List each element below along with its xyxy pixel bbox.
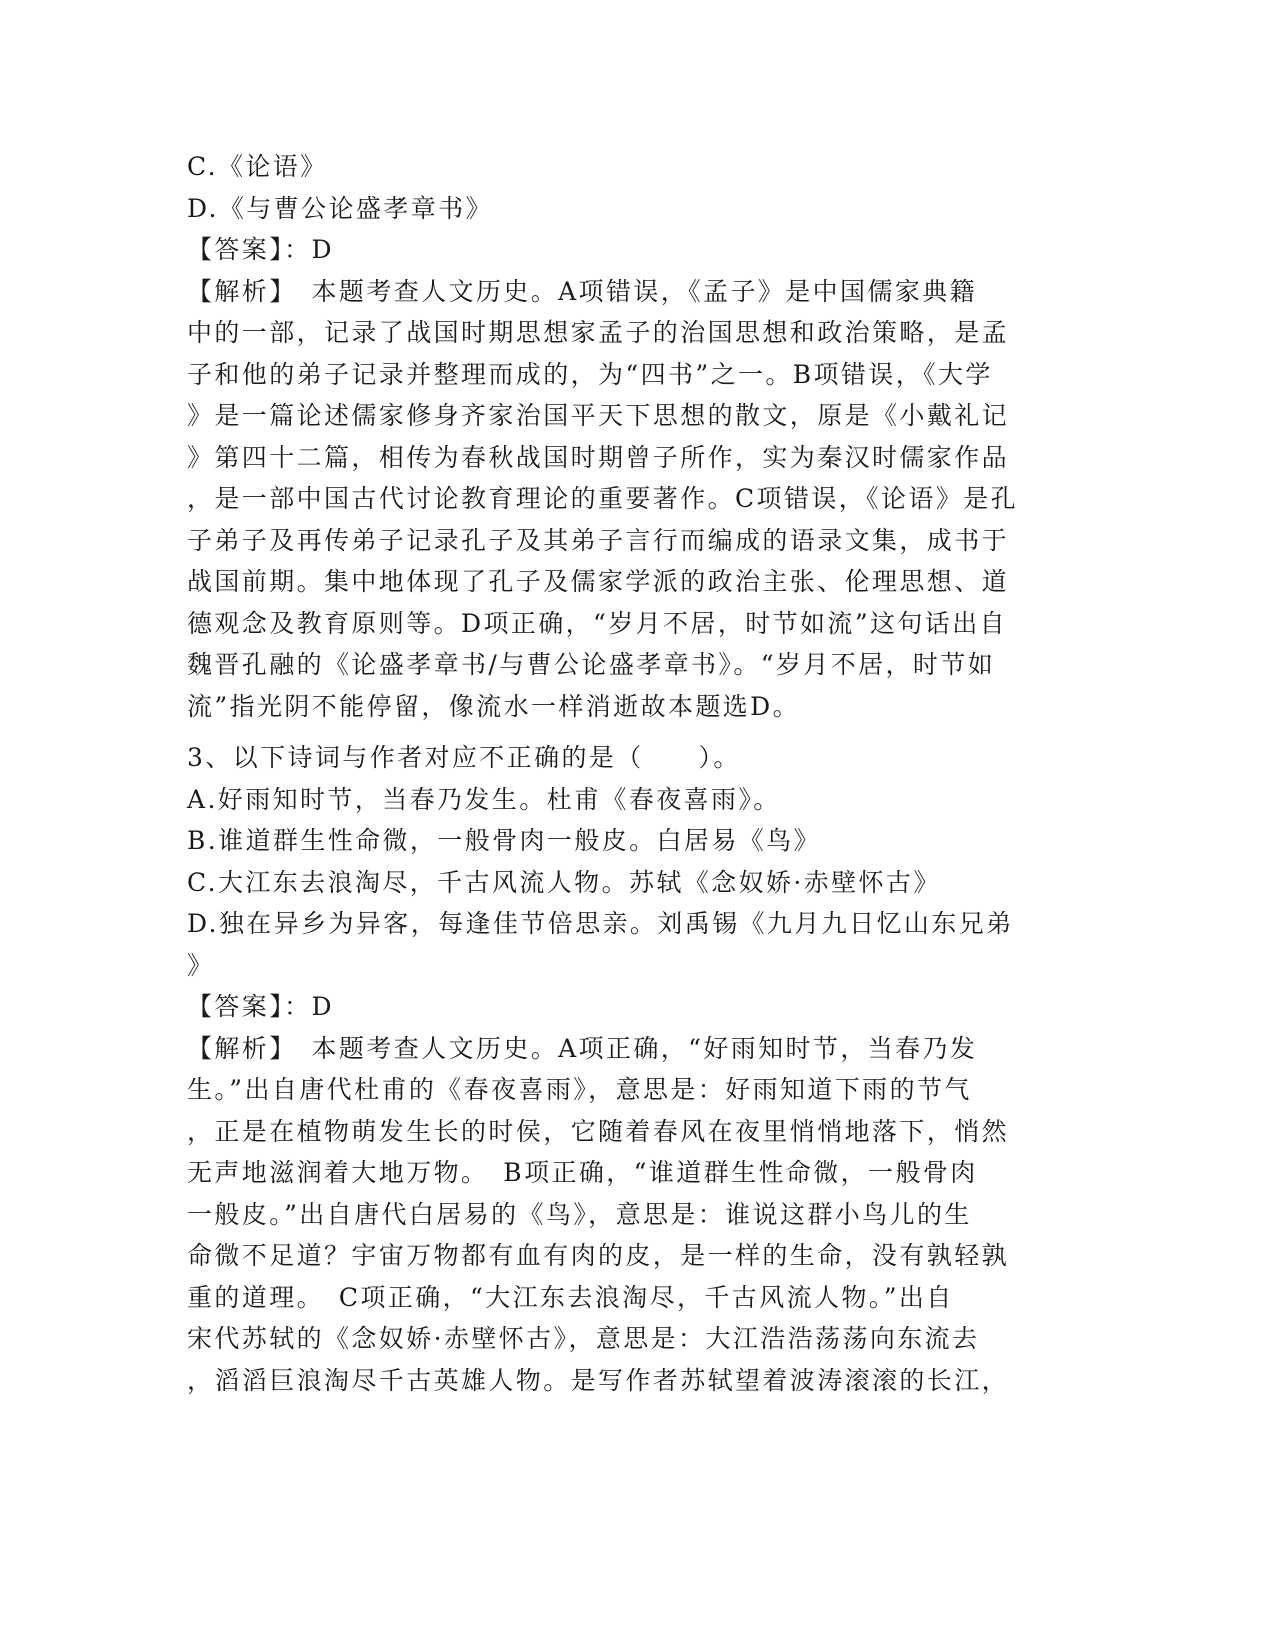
q3-explanation-line: 一般皮。”出自唐代白居易的《鸟》，意思是：谁说这群小鸟儿的生 — [187, 1199, 972, 1229]
q3-explanation-line: ，滔滔巨浪淘尽千古英雄人物。是写作者苏轼望着波涛滚滚的长江， — [187, 1365, 1010, 1395]
q3-option-d: D.独在异乡为异客，每逢佳节倍思亲。刘禹锡《九月九日忆山东兄弟 — [187, 909, 1014, 938]
q3-explanation-line: 无声地滋润着大地万物。 B项正确，“谁道群生性命微，一般骨肉 — [187, 1158, 978, 1187]
q3-option-c: C.大江东去浪淘尽，千古风流人物。苏轼《念奴娇·赤壁怀古》 — [187, 867, 941, 897]
q3-explanation-line: 【解析】 本题考查人文历史。A项正确，“好雨知时节，当春乃发 — [187, 1033, 978, 1063]
q3-answer: 【答案】：D — [187, 992, 334, 1021]
q3-explanation-line: 命微不足道？宇宙万物都有血有肉的皮，是一样的生命，没有孰轻孰 — [187, 1241, 1010, 1270]
document-body — [187, 146, 1067, 1401]
q3-explanation-line: 宋代苏轼的《念奴娇·赤壁怀古》，意思是：大江浩浩荡荡向东流去 — [187, 1324, 980, 1353]
q2-explanation-line: ，是一部中国古代讨论教育理论的重要著作。C项错误，《论语》是孔 — [187, 484, 1019, 513]
q2-option-c: C.《论语》 — [187, 152, 328, 181]
q3-option-a: A.好雨知时节，当春乃发生。杜甫《春夜喜雨》。 — [187, 784, 781, 814]
q2-explanation-line: 子弟子及再传弟子记录孔子及其弟子言行而编成的语录文集，成书于 — [187, 525, 1010, 555]
q3-option-d-continuation: 》 — [187, 950, 215, 980]
q2-explanation-line: 魏晋孔融的《论盛孝章书/与曹公论盛孝章书》。“岁月不居，时节如 — [187, 650, 996, 679]
q2-explanation-line: 中的一部，记录了战国时期思想家孟子的治国思想和政治策略，是孟 — [187, 318, 1010, 347]
q2-option-d: D.《与曹公论盛孝章书》 — [187, 193, 493, 223]
q3-explanation-line: 重的道理。 C项正确，“大江东去浪淘尽，千古风流人物。”出自 — [187, 1282, 954, 1312]
q2-explanation-line: 子和他的弟子记录并整理而成的，为“四书”之一。B项错误，《大学 — [187, 359, 993, 389]
q3-option-b: B.谁道群生性命微，一般骨肉一般皮。白居易《鸟》 — [187, 826, 821, 855]
q3-question: 3、以下诗词与作者对应不正确的是（ ）。 — [187, 743, 741, 772]
question-spacer — [187, 727, 1067, 737]
q2-explanation-line: 》是一篇论述儒家修身齐家治国平天下思想的散文，原是《小戴礼记 — [187, 401, 1010, 430]
q2-explanation-line: 【解析】 本题考查人文历史。A项错误，《孟子》是中国儒家典籍 — [187, 276, 978, 306]
q2-answer: 【答案】：D — [187, 235, 334, 264]
q2-explanation-line: 》第四十二篇，相传为春秋战国时期曾子所作，实为秦汉时儒家作品 — [187, 442, 1010, 472]
q3-explanation-line: 生。”出自唐代杜甫的《春夜喜雨》，意思是：好雨知道下雨的节气 — [187, 1075, 972, 1104]
q2-explanation-line: 战国前期。集中地体现了孔子及儒家学派的政治主张、伦理思想、道 — [187, 567, 1010, 596]
q3-explanation-line: ，正是在植物萌发生长的时侯，它随着春风在夜里悄悄地落下，悄然 — [187, 1116, 1010, 1146]
q2-explanation-line: 德观念及教育原则等。D项正确，“岁月不居，时节如流”这句话出自 — [187, 608, 1008, 638]
q2-explanation-line: 流”指光阴不能停留，像流水一样消逝故本题选D。 — [187, 691, 801, 721]
